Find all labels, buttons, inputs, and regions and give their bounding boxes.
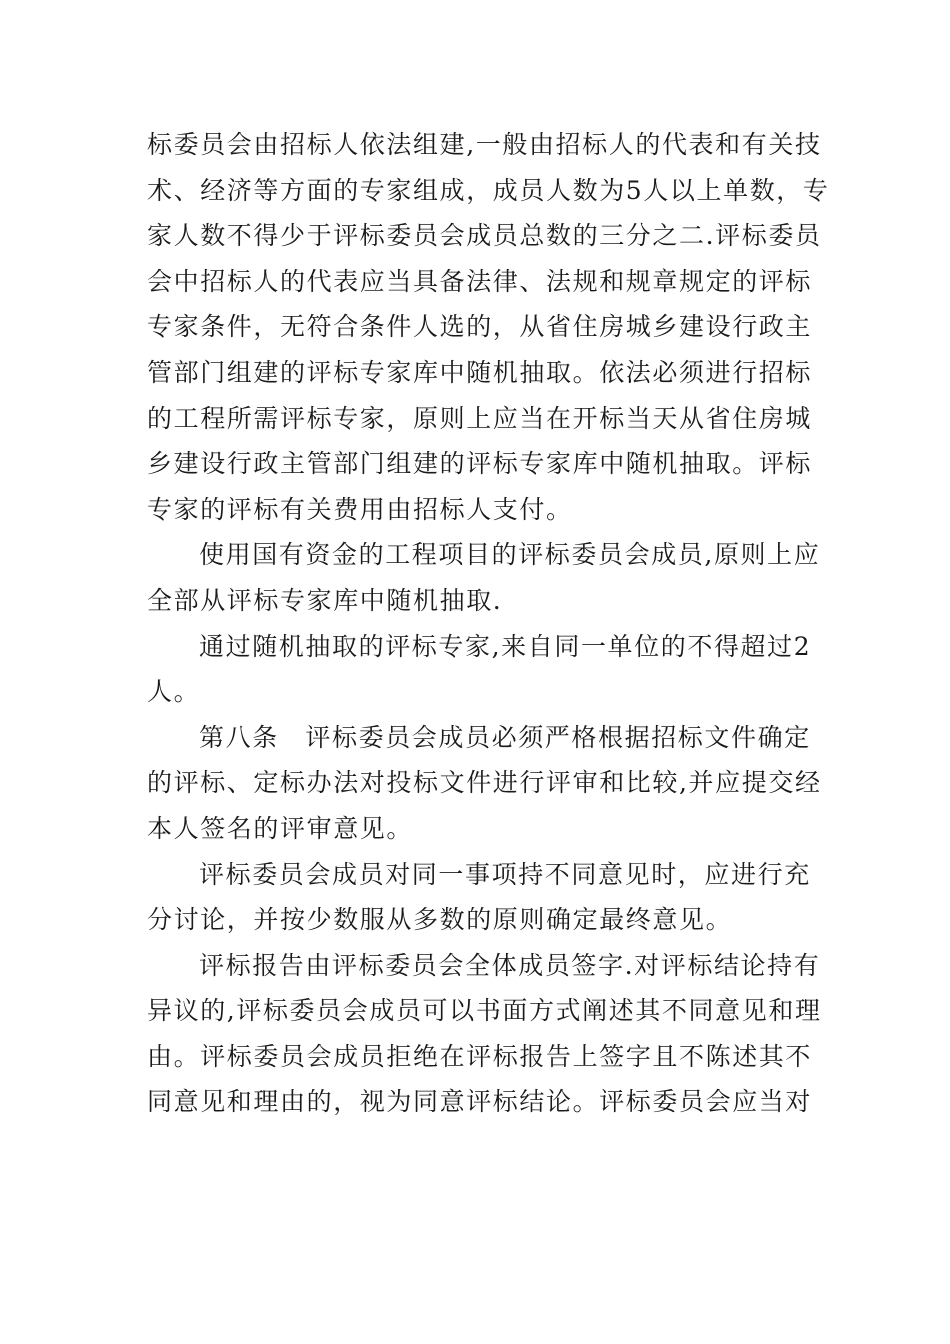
text-line: 异议的,评标委员会成员可以书面方式阐述其不同意见和理 bbox=[147, 996, 822, 1026]
text-line: 第八条 评标委员会成员必须严格根据招标文件确定 bbox=[199, 722, 811, 752]
text-line: 评标委员会成员对同一事项持不同意见时，应进行充 bbox=[199, 859, 811, 889]
text-line: 术、经济等方面的专家组成，成员人数为5人以上单数，专 bbox=[147, 175, 830, 205]
text-line: 本人签名的评审意见。 bbox=[147, 813, 414, 843]
text-line: 全部从评标专家库中随机抽取. bbox=[147, 585, 503, 615]
text-line: 由。评标委员会成员拒绝在评标报告上签字且不陈述其不 bbox=[147, 1041, 813, 1071]
text-line: 专家的评标有关费用由招标人支付。 bbox=[147, 494, 573, 524]
text-line: 人。 bbox=[147, 677, 201, 707]
text-line: 专家条件，无符合条件人选的，从省住房城乡建设行政主 bbox=[147, 312, 813, 342]
text-line: 同意见和理由的，视为同意评标结论。评标委员会应当对 bbox=[147, 1087, 813, 1117]
document-body bbox=[147, 122, 830, 1125]
text-line: 标委员会由招标人依法组建,一般由招标人的代表和有关技 bbox=[147, 130, 822, 159]
text-line: 乡建设行政主管部门组建的评标专家库中随机抽取。评标 bbox=[147, 449, 813, 479]
text-line: 的评标、定标办法对投标文件进行评审和比较,并应提交经 bbox=[147, 768, 822, 798]
text-line: 分讨论，并按少数服从多数的原则确定最终意见。 bbox=[147, 905, 733, 935]
text-line: 通过随机抽取的评标专家,来自同一单位的不得超过2 bbox=[199, 631, 812, 661]
text-line: 使用国有资金的工程项目的评标委员会成员,原则上应 bbox=[199, 540, 821, 570]
text-line: 会中招标人的代表应当具备法律、法规和规章规定的评标 bbox=[147, 266, 813, 296]
text-line: 家人数不得少于评标委员会成员总数的三分之二.评标委员 bbox=[147, 221, 822, 251]
text-line: 评标报告由评标委员会全体成员签字.对评标结论持有 bbox=[199, 950, 821, 980]
text-line: 管部门组建的评标专家库中随机抽取。依法必须进行招标 bbox=[147, 357, 813, 387]
text-line: 的工程所需评标专家，原则上应当在开标当天从省住房城 bbox=[147, 403, 813, 433]
